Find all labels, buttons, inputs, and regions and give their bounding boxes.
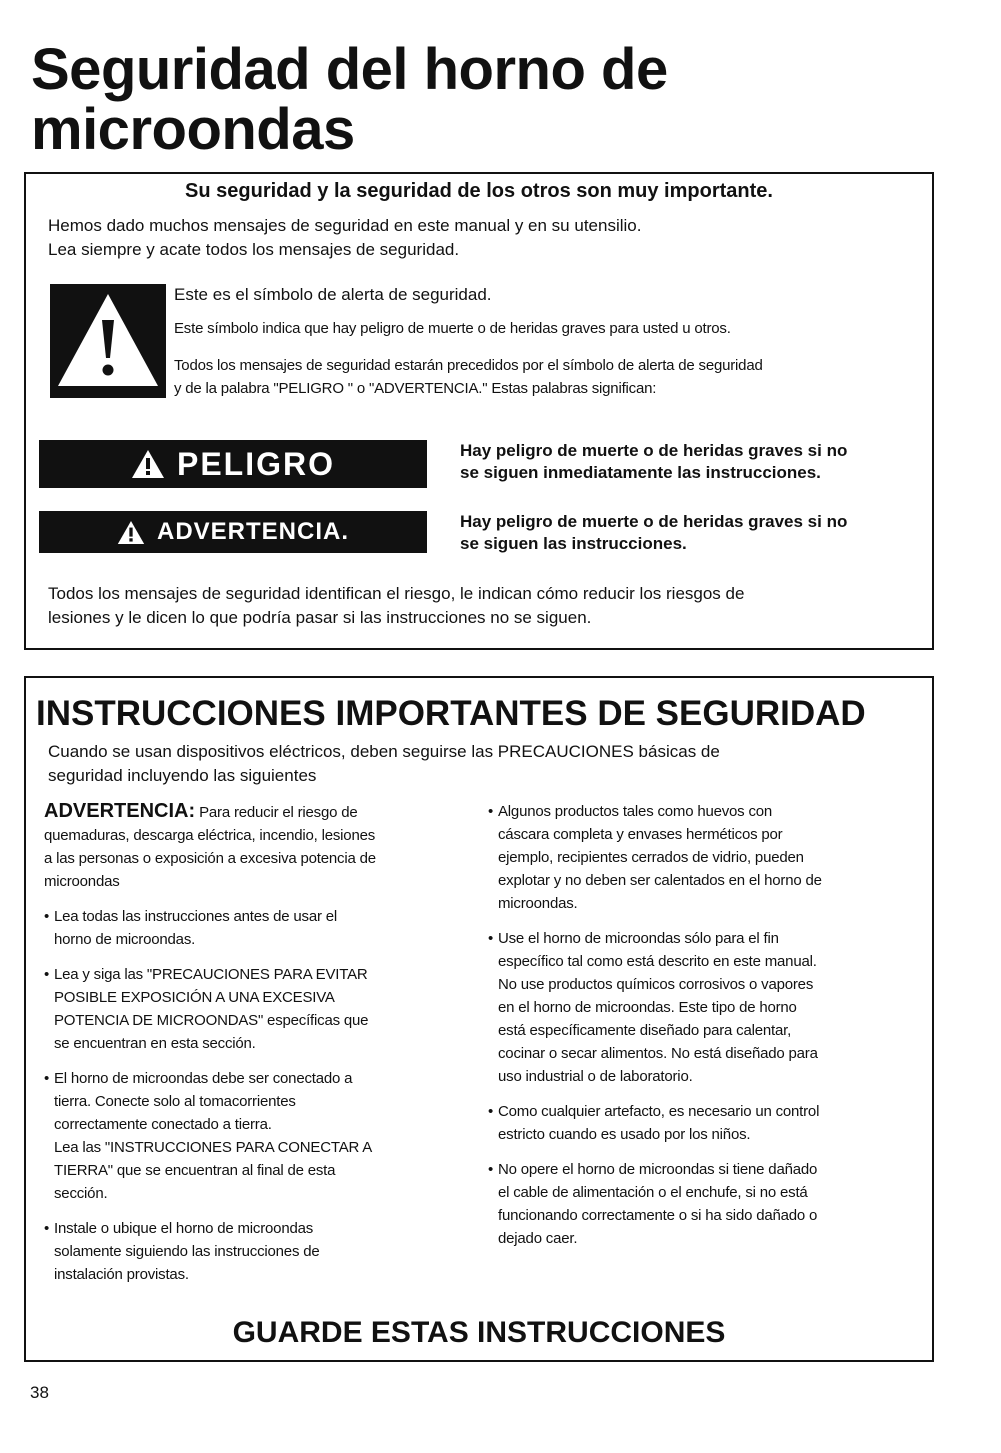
- list-item-text: Instale o ubique el horno de microondas solamente siguiendo las instrucciones de instalación provistas.: [54, 1220, 320, 1283]
- instructions-left-column: [44, 800, 474, 1286]
- list-item-text: No opere el horno de microondas si tiene dañado el cable de alimentación o el enchufe, si no está funcionando correctamente o si ha sido dañado o dejado caer.: [498, 1161, 818, 1247]
- alert-precede-text-line2: y de la palabra "PELIGRO " o "ADVERTENCIA." Estas palabras significan:: [174, 380, 657, 397]
- warning-desc-line1: Hay peligro de muerte o de heridas graves si no: [460, 512, 848, 531]
- save-instructions-footer: GUARDE ESTAS INSTRUCCIONES: [232, 1316, 726, 1349]
- list-item-text: Lea y siga las "PRECAUCIONES PARA EVITAR POSIBLE EXPOSICIÓN A UNA EXCESIVA POTENCIA DE MICROONDAS" específicas que se encuentran en esta sección.: [54, 966, 369, 1052]
- danger-label: PELIGRO: [176, 445, 335, 482]
- safety-intro-line2: Lea siempre y acate todos los mensajes de seguridad.: [48, 240, 460, 259]
- list-item: [44, 905, 474, 951]
- instructions-intro-line1: Cuando se usan dispositivos eléctricos, deben seguirse las PRECAUCIONES básicas de: [48, 742, 720, 761]
- safety-footer-line1: Todos los mensajes de seguridad identifican el riesgo, le indican cómo reducir los riesgos de: [48, 584, 745, 603]
- safety-box-intro: [48, 214, 641, 262]
- safety-intro-line1: Hemos dado muchos mensajes de seguridad en este manual y en su utensilio.: [48, 216, 642, 235]
- list-item: [488, 1158, 918, 1250]
- instructions-title: INSTRUCCIONES IMPORTANTES DE SEGURIDAD: [36, 694, 866, 733]
- warning-triangle-icon: [50, 284, 166, 398]
- list-item: [44, 963, 474, 1055]
- warning-signal-banner: [39, 511, 427, 553]
- list-item: [488, 927, 918, 1088]
- alert-precede-text-line1: Todos los mensajes de seguridad estarán precedidos por el símbolo de alerta de seguridad: [174, 357, 763, 374]
- right-bullet-list: [488, 800, 918, 1250]
- list-item-text: Lea todas las instrucciones antes de usar el horno de microondas.: [54, 908, 338, 948]
- safety-box-footer: [48, 582, 744, 630]
- list-item: [44, 1067, 474, 1205]
- bullet-marker: •: [488, 803, 494, 820]
- safety-box: [24, 172, 934, 650]
- warning-label: ADVERTENCIA.: [156, 518, 349, 545]
- left-bullet-list: [44, 905, 474, 1286]
- page-title-line2: microondas: [31, 97, 355, 162]
- safety-box-header: Su seguridad y la seguridad de los otros son muy importante.: [185, 180, 773, 202]
- safety-footer-line2: lesiones y le dicen lo que podría pasar si las instrucciones no se siguen.: [48, 608, 592, 627]
- instructions-intro: [48, 740, 720, 788]
- warning-triangle-small-icon: [117, 520, 145, 545]
- instructions-box: [24, 676, 934, 1362]
- bullet-marker: •: [44, 1070, 50, 1087]
- bullet-marker: •: [44, 908, 50, 925]
- bullet-marker: •: [488, 930, 494, 947]
- page-number: 38: [30, 1383, 49, 1402]
- list-item: [44, 1217, 474, 1286]
- danger-triangle-icon: [131, 449, 165, 479]
- page-title-line1: Seguridad del horno de: [31, 37, 668, 102]
- page-title: [31, 37, 668, 162]
- list-item-text: Como cualquier artefacto, es necesario un control estricto cuando es usado por los niños.: [498, 1103, 820, 1143]
- list-item-text: El horno de microondas debe ser conectado a tierra. Conecte solo al tomacorrientes correctamente conectado a tierra. Lea las "INSTRUCCIONES PARA CONECTAR A TIERRA" que se encuentran al final de esta sección.: [54, 1070, 373, 1202]
- list-item-text: Use el horno de microondas sólo para el fin específico tal como está descrito en este manual. No use productos químicos corrosivos o vapores en el horno de microondas. Este tipo de horno está específicamente diseñado para calentar, cocinar o secar alimentos. No está diseñado para uso industrial o de laboratorio.: [498, 930, 818, 1085]
- instructions-right-column: [488, 800, 918, 1250]
- warning-heading: ADVERTENCIA:: [44, 800, 196, 822]
- danger-desc-line2: se siguen inmediatamente las instrucciones.: [460, 463, 821, 482]
- danger-desc-line1: Hay peligro de muerte o de heridas graves si no: [460, 441, 848, 460]
- warning-text: Para reducir el riesgo de quemaduras, descarga eléctrica, incendio, lesiones a las personas o exposición a excesiva potencia de microondas: [44, 804, 376, 890]
- list-item: [488, 800, 918, 915]
- alert-symbol-text: Este es el símbolo de alerta de seguridad.: [174, 285, 492, 304]
- danger-description: [460, 440, 847, 484]
- warning-paragraph: [44, 800, 474, 893]
- bullet-marker: •: [44, 966, 50, 983]
- warning-description: [460, 511, 847, 555]
- instructions-intro-line2: seguridad incluyendo las siguientes: [48, 766, 317, 785]
- bullet-marker: •: [488, 1103, 494, 1120]
- list-item-text: Algunos productos tales como huevos con cáscara completa y envases herméticos por ejemplo, recipientes cerrados de vidrio, pueden explotar y no deben ser calentados en el horno de microondas.: [498, 803, 822, 912]
- bullet-marker: •: [44, 1220, 50, 1237]
- bullet-marker: •: [488, 1161, 494, 1178]
- danger-signal-banner: [39, 440, 427, 488]
- warning-desc-line2: se siguen las instrucciones.: [460, 534, 687, 553]
- alert-meaning-text: Este símbolo indica que hay peligro de muerte o de heridas graves para usted u otros.: [174, 320, 731, 337]
- list-item: [488, 1100, 918, 1146]
